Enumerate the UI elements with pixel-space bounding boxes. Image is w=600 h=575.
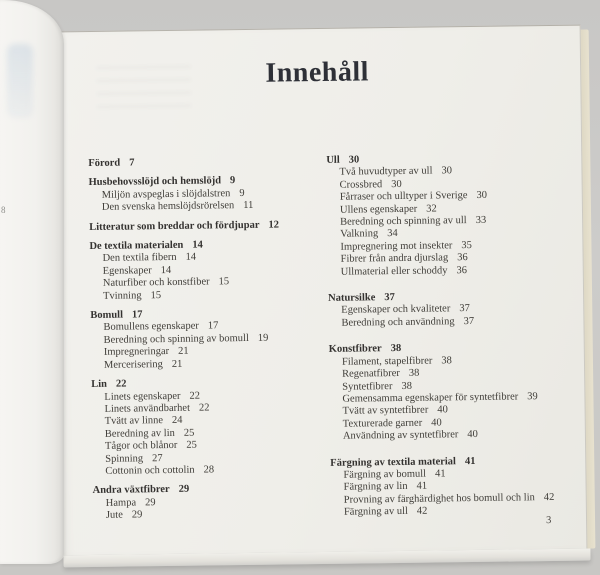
toc-entry-label: Den svenska hemslöjdsrörelsen bbox=[101, 200, 235, 214]
toc-entry-page: 25 bbox=[186, 439, 197, 451]
toc-section bbox=[91, 376, 324, 478]
toc-entry-label: Gemensamma egenskaper för syntetfibrer bbox=[342, 391, 519, 405]
toc-section-page: 22 bbox=[115, 378, 127, 390]
toc-section-title: Bomull bbox=[90, 309, 124, 322]
toc-section-title: Natursilke bbox=[328, 292, 376, 304]
toc-entry-label: Ullmaterial eller schoddy bbox=[340, 264, 448, 278]
toc-entry-label: Tvätt av syntetfibrer bbox=[342, 404, 429, 418]
toc-entry-page: 36 bbox=[457, 252, 468, 264]
toc-entry-page: 29 bbox=[145, 496, 156, 509]
toc-entry-page: 21 bbox=[178, 346, 189, 358]
toc-section-title: Ull bbox=[326, 154, 340, 166]
toc-entry-label: Cottonin och cottolin bbox=[105, 464, 195, 477]
toc-entry-label: Impregnering mot insekter bbox=[340, 240, 453, 253]
toc-entry-label: Provning av färghärdighet hos bomull och lin bbox=[343, 491, 535, 506]
toc-section-page: 12 bbox=[268, 219, 280, 231]
toc-entry-label: Linets egenskaper bbox=[104, 390, 181, 403]
toc-entry-label: Syntetfibrer bbox=[342, 380, 393, 393]
toc-entry-page: 34 bbox=[387, 228, 398, 240]
toc-entry-page: 30 bbox=[476, 190, 488, 202]
toc-entry-page: 21 bbox=[171, 358, 183, 370]
toc-entry-page: 37 bbox=[459, 303, 470, 315]
toc-section-header bbox=[88, 155, 320, 170]
toc-section bbox=[326, 152, 578, 279]
toc-section-title: Konstfibrer bbox=[328, 343, 382, 356]
toc-section-header bbox=[89, 219, 321, 234]
toc-entry-label: Tvätt av linne bbox=[104, 415, 164, 428]
book bbox=[54, 25, 588, 556]
toc-section bbox=[89, 219, 321, 234]
toc-entry-label: Beredning och spinning av ull bbox=[340, 215, 467, 228]
toc-entry-page: 38 bbox=[408, 367, 420, 379]
toc-section-title: Förord bbox=[88, 157, 121, 170]
toc-entry-label: Två huvudtyper av ull bbox=[339, 165, 433, 179]
toc-section bbox=[89, 238, 322, 303]
toc-entry-page: 38 bbox=[401, 380, 412, 392]
toc-section-title: Andra växtfibrer bbox=[92, 484, 170, 497]
toc-entry-page: 36 bbox=[456, 264, 468, 276]
toc-entry-label: Färgning av ull bbox=[343, 506, 408, 518]
toc-section-page: 29 bbox=[178, 484, 190, 496]
toc-column-left bbox=[88, 155, 325, 523]
toc-section bbox=[329, 341, 580, 444]
toc-entry-page: 14 bbox=[185, 252, 197, 264]
toc-entry-label: Beredning av lin bbox=[104, 427, 175, 440]
toc-entry-label: Linets användbarhet bbox=[104, 402, 191, 415]
toc-entry-page: 40 bbox=[467, 429, 478, 441]
toc-entry-label: Egenskaper bbox=[102, 265, 152, 277]
toc-section-page: 37 bbox=[384, 292, 395, 304]
toc-entry bbox=[328, 263, 578, 279]
toc-section-page: 14 bbox=[192, 239, 203, 251]
toc-entry bbox=[89, 199, 321, 214]
toc-entry-label: Impregneringar bbox=[103, 346, 170, 359]
toc-entry-label: Spinning bbox=[105, 452, 144, 465]
toc-entry-page: 17 bbox=[207, 320, 219, 332]
toc-entry-label: Tvinning bbox=[102, 289, 142, 302]
toc-entry-label: Färgning av bomull bbox=[343, 468, 427, 481]
toc-section-title: Färgning av textila material bbox=[330, 455, 457, 469]
toc-entry-label: Fårraser och ulltyper i Sverige bbox=[339, 190, 468, 203]
toc-entry-page: 33 bbox=[475, 214, 487, 226]
toc-entry-page: 22 bbox=[189, 390, 201, 402]
toc-entry-page: 19 bbox=[257, 332, 269, 344]
toc-section-page: 41 bbox=[464, 455, 476, 467]
toc-entry-page: 39 bbox=[527, 391, 538, 403]
toc-entry-label: Filament, stapelfibrer bbox=[341, 355, 433, 368]
toc-entry-page: 15 bbox=[150, 289, 162, 301]
toc-entry bbox=[93, 507, 325, 522]
toc-entry-label: Färgning av lin bbox=[343, 481, 408, 494]
toc-section bbox=[93, 482, 325, 522]
toc-section-page: 17 bbox=[131, 309, 143, 321]
toc-entry bbox=[90, 288, 322, 303]
toc-entry-label: Beredning och användning bbox=[341, 316, 455, 329]
page-number: 3 bbox=[545, 514, 552, 527]
toc-entry-page: 27 bbox=[152, 452, 163, 464]
toc-entry-page: 32 bbox=[426, 203, 437, 215]
book-page bbox=[54, 25, 588, 556]
toc-entry bbox=[330, 428, 580, 444]
toc-entry-page: 40 bbox=[431, 417, 442, 429]
toc-entry-page: 41 bbox=[434, 468, 446, 480]
toc-section bbox=[88, 155, 320, 170]
toc-section bbox=[89, 174, 321, 214]
toc-entry-page: 15 bbox=[218, 276, 230, 288]
toc-entry-label: Valkning bbox=[340, 228, 379, 241]
toc-section bbox=[330, 454, 581, 519]
toc-entry-page: 9 bbox=[239, 187, 245, 199]
toc-entry-label: Bomullens egenskaper bbox=[103, 321, 199, 334]
toc-entry-label: Fibrer från andra djurslag bbox=[340, 252, 449, 265]
toc-entry bbox=[91, 357, 323, 372]
toc-entry-page: 41 bbox=[416, 480, 428, 493]
toc-column-right bbox=[326, 152, 581, 520]
toc-entry bbox=[331, 504, 581, 520]
toc-entry-page: 28 bbox=[203, 464, 215, 476]
toc-section-page: 38 bbox=[390, 343, 402, 355]
showthrough-blue-mark bbox=[7, 44, 33, 118]
toc-entry-page: 42 bbox=[416, 505, 428, 517]
toc-entry-page: 25 bbox=[183, 427, 195, 439]
toc-entry-page: 35 bbox=[461, 239, 472, 251]
toc-section-page: 7 bbox=[129, 157, 135, 169]
toc-entry bbox=[92, 463, 324, 478]
toc-entry-page: 38 bbox=[441, 354, 452, 367]
toc-entry-page: 40 bbox=[437, 404, 448, 416]
toc-entry-page: 37 bbox=[463, 315, 475, 328]
toc-entry-label: Mercerisering bbox=[103, 358, 163, 371]
toc-entry-label: Den textila fibern bbox=[102, 252, 177, 265]
toc-entry-label: Användning av syntetfibrer bbox=[342, 429, 459, 442]
toc-entry-label: Egenskaper och kvaliteter bbox=[341, 303, 451, 317]
toc-entry-label: Naturfiber och konstfiber bbox=[102, 276, 210, 290]
toc-entry-label: Jute bbox=[105, 509, 123, 521]
toc-entry-page: 11 bbox=[243, 200, 254, 212]
toc-section-title: Husbehovsslöjd och hemslöjd bbox=[88, 175, 222, 189]
toc-entry-label: Ullens egenskaper bbox=[339, 203, 418, 216]
toc-section-title: De textila materialen bbox=[89, 239, 184, 253]
toc-entry-page: 30 bbox=[391, 178, 402, 190]
toc-entry-label: Crossbred bbox=[339, 178, 383, 191]
page-title: Innehåll bbox=[265, 56, 370, 89]
toc-entry-label: Beredning och spinning av bomull bbox=[103, 332, 249, 346]
toc-entry-page: 29 bbox=[131, 509, 143, 521]
toc-entry-label: Texturerade garner bbox=[342, 417, 423, 430]
toc-entry-page: 24 bbox=[171, 415, 183, 427]
toc-section bbox=[90, 307, 323, 372]
toc-entry-label: Miljön avspeglas i slöjdalstren bbox=[101, 187, 231, 201]
toc-entry-page: 14 bbox=[160, 264, 172, 276]
toc-section-page: 9 bbox=[229, 175, 236, 187]
toc-entry-page: 42 bbox=[543, 491, 555, 503]
toc-entry-label: Regenatfibrer bbox=[342, 368, 400, 380]
toc-entry-page: 22 bbox=[198, 402, 210, 414]
toc-entry-label: Tågor och blånor bbox=[104, 440, 178, 452]
previous-page-number: 8 bbox=[1, 205, 6, 215]
toc-section-title: Lin bbox=[91, 378, 108, 391]
toc-section-page: 30 bbox=[348, 154, 360, 166]
toc-entry-label: Hampa bbox=[105, 497, 137, 509]
previous-page-curl bbox=[0, 0, 64, 564]
toc-section bbox=[328, 290, 578, 330]
toc-entry bbox=[328, 315, 578, 331]
toc-section-title: Litteratur som breddar och fördjupar bbox=[89, 219, 260, 233]
toc-entry-page: 30 bbox=[441, 165, 453, 177]
